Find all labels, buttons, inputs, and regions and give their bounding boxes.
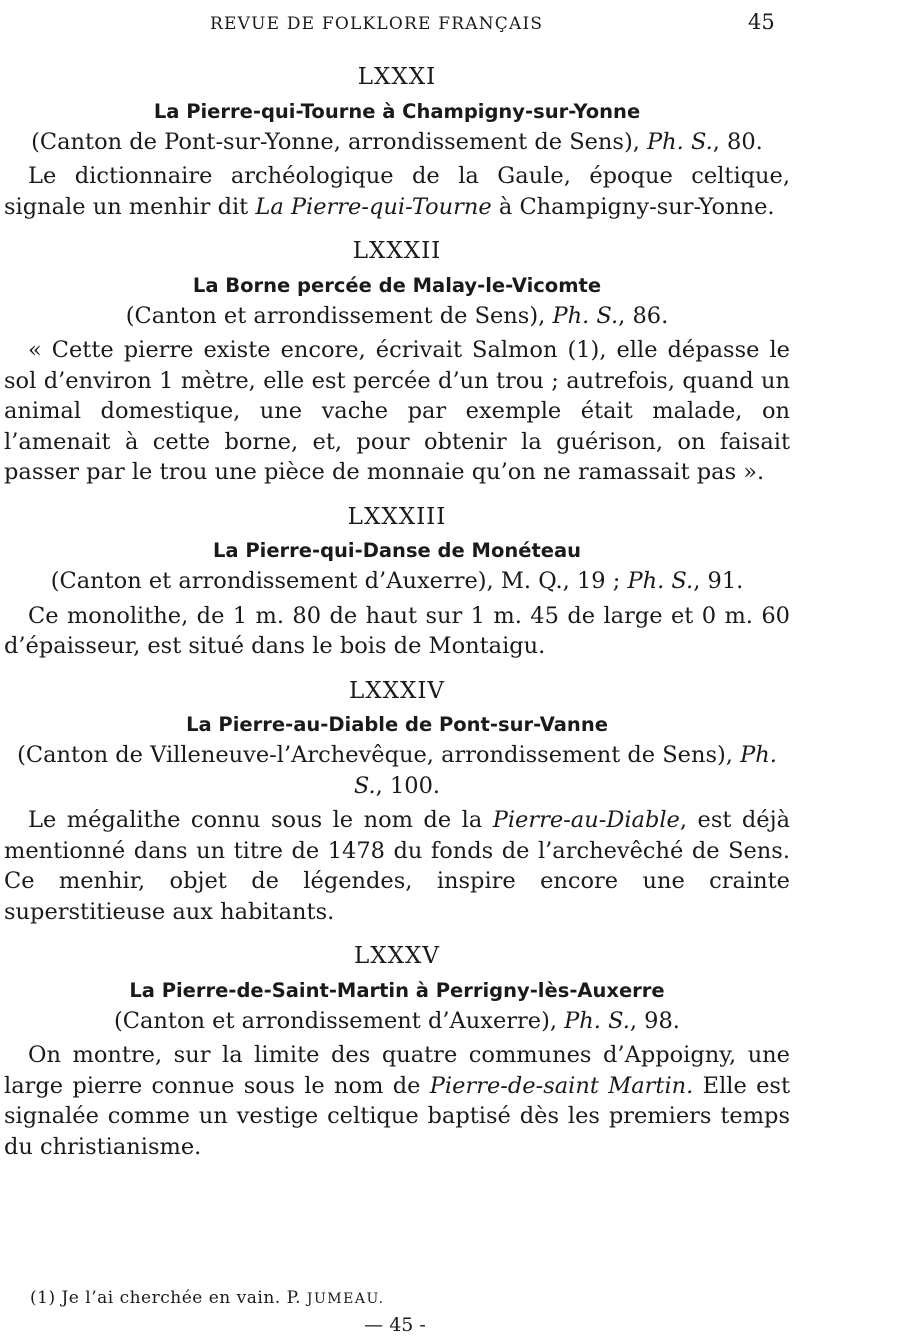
section-reference: (Canton et arrondissement de Sens), Ph. S., 86. (125, 302, 669, 329)
footnote-author: JUMEAU. (306, 1291, 385, 1307)
page-body (4, 60, 790, 1162)
section-title: La Borne percée de Malay-le-Vicomte (192, 273, 602, 297)
section-title: La Pierre-qui-Tourne à Champigny-sur-Yonne (153, 99, 641, 123)
entry-section (4, 62, 790, 222)
running-header: REVUE DE FOLKLORE FRANÇAIS (210, 14, 544, 34)
page-number-top: 45 (748, 10, 775, 34)
page-number-bottom: — 45 - (364, 1314, 426, 1336)
section-numeral: LXXXIV (348, 677, 446, 704)
section-paragraph: Ce monolithe, de 1 m. 80 de haut sur 1 m. 45 de large et 0 m. 60 d’épaisseur, est situé dans le bois de Montaigu. (4, 602, 790, 659)
section-reference: (Canton de Villeneuve-l’Archevêque, arrondissement de Sens), Ph. S., 100. (17, 742, 777, 799)
footnote: (1) Je l’ai cherchée en vain. P. JUMEAU. (30, 1288, 385, 1308)
section-reference: (Canton et arrondissement d’Auxerre), Ph. S., 98. (114, 1007, 680, 1034)
entry-section (4, 236, 790, 488)
entry-section (4, 676, 790, 928)
section-title: La Pierre-au-Diable de Pont-sur-Vanne (186, 713, 608, 736)
section-paragraph: Le dictionnaire archéologique de la Gaule, époque celtique, signale un menhir dit La Pierre-qui-Tourne à Champigny-sur-Yonne. (4, 163, 790, 220)
section-paragraph: Le mégalithe connu sous le nom de la Pierre-au-Diable, est déjà mentionné dans un titre de 1478 du fonds de l’archevêché de Sens. Ce menhir, objet de légendes, inspire encore une crainte superstitieuse aux habitants. (4, 807, 790, 925)
section-numeral: LXXXIII (347, 503, 447, 530)
section-numeral: LXXXV (353, 943, 440, 969)
section-title: La Pierre-qui-Danse de Monéteau (212, 539, 582, 562)
section-paragraph: « Cette pierre existe encore, écrivait Salmon (1), elle dépasse le sol d’environ 1 mètre, elle est percée d’un trou ; autrefois, quand un animal domestique, une vache par exemple était malade, on l’amenait à cette borne, et, pour obtenir la guérison, on faisait passer par le trou une pièce de monnaie qu’on ne ramassait pas ». (4, 337, 790, 485)
section-numeral: LXXXI (357, 64, 437, 90)
section-numeral: LXXXII (352, 238, 442, 264)
section-reference: (Canton de Pont-sur-Yonne, arrondissement de Sens), Ph. S., 80. (31, 128, 763, 155)
section-reference: (Canton et arrondissement d’Auxerre), M. Q., 19 ; Ph. S., 91. (50, 568, 744, 594)
section-title: La Pierre-de-Saint-Martin à Perrigny-lès-Auxerre (129, 978, 665, 1002)
entry-section (4, 941, 790, 1162)
section-paragraph: On montre, sur la limite des quatre communes d’Appoigny, une large pierre connue sous le nom de Pierre-de-saint Martin. Elle est signalée comme un vestige celtique baptisé dès les premiers temps du christianisme. (4, 1042, 791, 1160)
entry-section (4, 502, 790, 662)
